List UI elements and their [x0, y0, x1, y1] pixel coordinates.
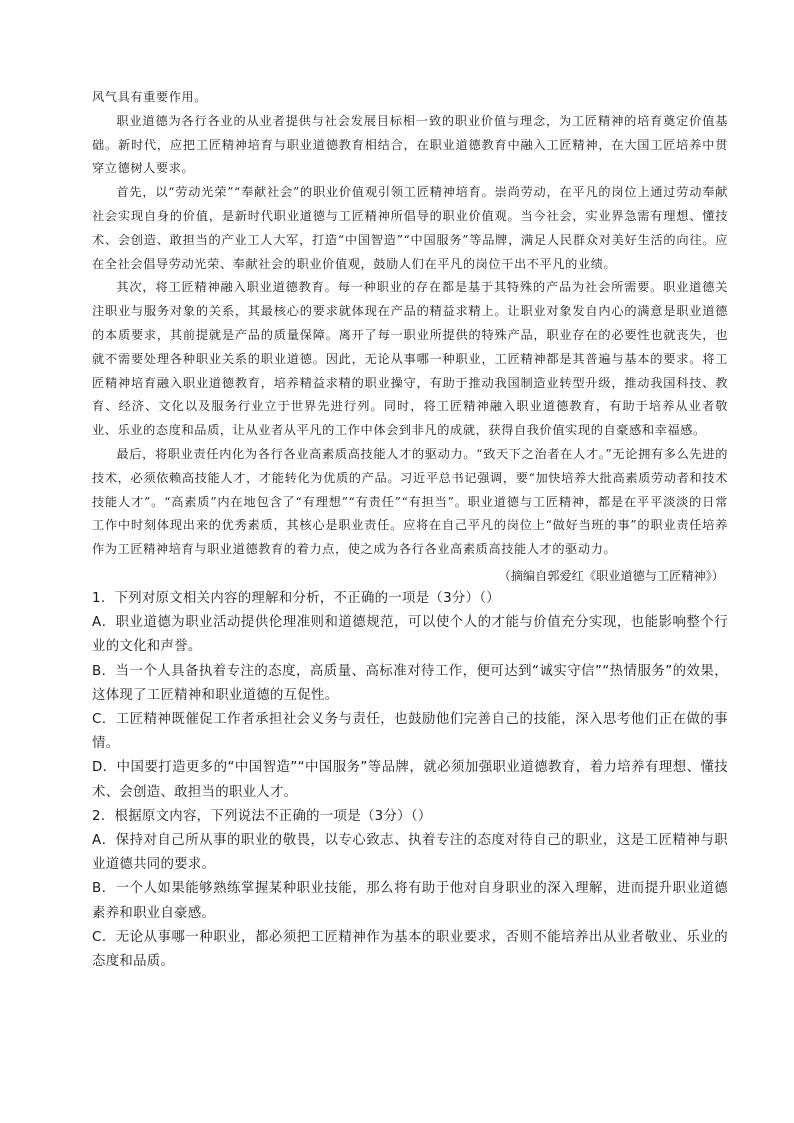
passage-paragraph-second: 其次，将工匠精神融入职业道德教育。每一种职业的存在都是基于其特殊的产品为社会所需要。职业道德关注职业与服务对象的关系，其最核心的要求就体现在产品的精益求精上。让职业对象发自内心的满意是职业道德的本质要求，其前提就是产品的质量保障。离开了每一职业所提供的特殊产品，职业存在的必要性也就丧失，也就不需要处理各种职业关系的职业道德。因此，无论从事哪一种职业，工匠精神都是其普遍与基本的要求。将工匠精神培育融入职业道德教育，培养精益求精的职业操守，有助于推动我国制造业转型升级，推动我国科技、教育、经济、文化以及服务行业立于世界先进行列。同时，将工匠精神融入职业道德教育，有助于培养从业者敬业、乐业的态度和品质，让从业者从平凡的工作中体会到非凡的成就，获得自我价值实现的自豪感和幸福感。: [92, 280, 728, 438]
passage-source-citation: （摘编自郭爱红《职业道德与工匠精神》）: [498, 568, 724, 583]
question-option-b: B．当一个人具备执着专注的态度，高质量、高标准对待工作，便可达到“诚实守信”“热情服务”的效果，这体现了工匠精神和职业道德的互促性。: [92, 663, 728, 703]
question-option-b: B．一个人如果能够熟练掌握某种职业技能，那么将有助于他对自身职业的深入理解，进而提升职业道德素养和职业自豪感。: [92, 881, 728, 921]
question-option-a: A．保持对自己所从事的职业的敬畏，以专心致志、执着专注的态度对待自己的职业，这是工匠精神与职业道德共同的要求。: [92, 832, 728, 873]
passage-paragraph-last: 最后，将职业责任内化为各行各业高素质高技能人才的驱动力。“致天下之治者在人才。”无论拥有多么先进的技术，必须依赖高技能人才，才能转化为优质的产品。习近平总书记强调，要“加快培养大批高素质劳动者和技术技能人才”。“高素质”内在地包含了“有理想”“有责任”“有担当”。职业道德与工匠精神，都是在平平淡淡的日常工作中时刻体现出来的优秀素质，其核心是职业责任。应将在自己平凡的岗位上“做好当班的事”的职业责任培养作为工匠精神培育与职业道德教育的着力点，使之成为各行各业高素质高技能人才的驱动力。: [92, 446, 728, 557]
question-option-c: C．无论从事哪一种职业，都必须把工匠精神作为基本的职业要求，否则不能培养出从业者敬业、乐业的态度和品质。: [92, 929, 728, 969]
document-page: [92, 86, 728, 974]
question-option-a: A．职业道德为职业活动提供伦理准则和道德规范，可以使个人的才能与价值充分实现，也能影响整个行业的文化和声誉。: [92, 615, 728, 655]
question-2: [92, 805, 728, 974]
passage-paragraph-continued: 风气具有重要作用。: [92, 90, 208, 104]
reading-passage: [92, 86, 728, 587]
question-stem: 1．下列对原文相关内容的理解和分析，不正确的一项是（3分）（）: [92, 590, 500, 606]
passage-paragraph-first: 首先，以“劳动光荣”“奉献社会”的职业价值观引领工匠精神培育。崇尚劳动，在平凡的岗位上通过劳动奉献社会实现自身的价值，是新时代职业道德与工匠精神所倡导的职业价值观。当今社会，实业界急需有理想、懂技术、会创造、敢担当的产业工人大军，打造“中国智造”“中国服务”等品牌，满足人民群众对美好生活的向往。应在全社会倡导劳动光荣、奉献社会的职业价值观，鼓励人们在平凡的岗位干出不平凡的业绩。: [92, 185, 728, 271]
question-option-d: D．中国要打造更多的“中国智造”“中国服务”等品牌，就必须加强职业道德教育，着力培养有理想、懂技术、会创造、敢担当的职业人才。: [92, 760, 728, 800]
passage-paragraph-intro: 职业道德为各行各业的从业者提供与社会发展目标相一致的职业价值与理念，为工匠精神的培育奠定价值基础。新时代，应把工匠精神培育与职业道德教育相结合，在职业道德教育中融入工匠精神，在大国工匠培养中贯穿立德树人要求。: [92, 113, 728, 176]
question-stem: 2．根据原文内容，下列说法不正确的一项是（3分）（）: [92, 808, 432, 824]
question-1: [92, 587, 728, 805]
question-list: [92, 587, 728, 974]
question-option-c: C．工匠精神既催促工作者承担社会义务与责任，也鼓励他们完善自己的技能，深入思考他们正在做的事情。: [92, 711, 728, 752]
